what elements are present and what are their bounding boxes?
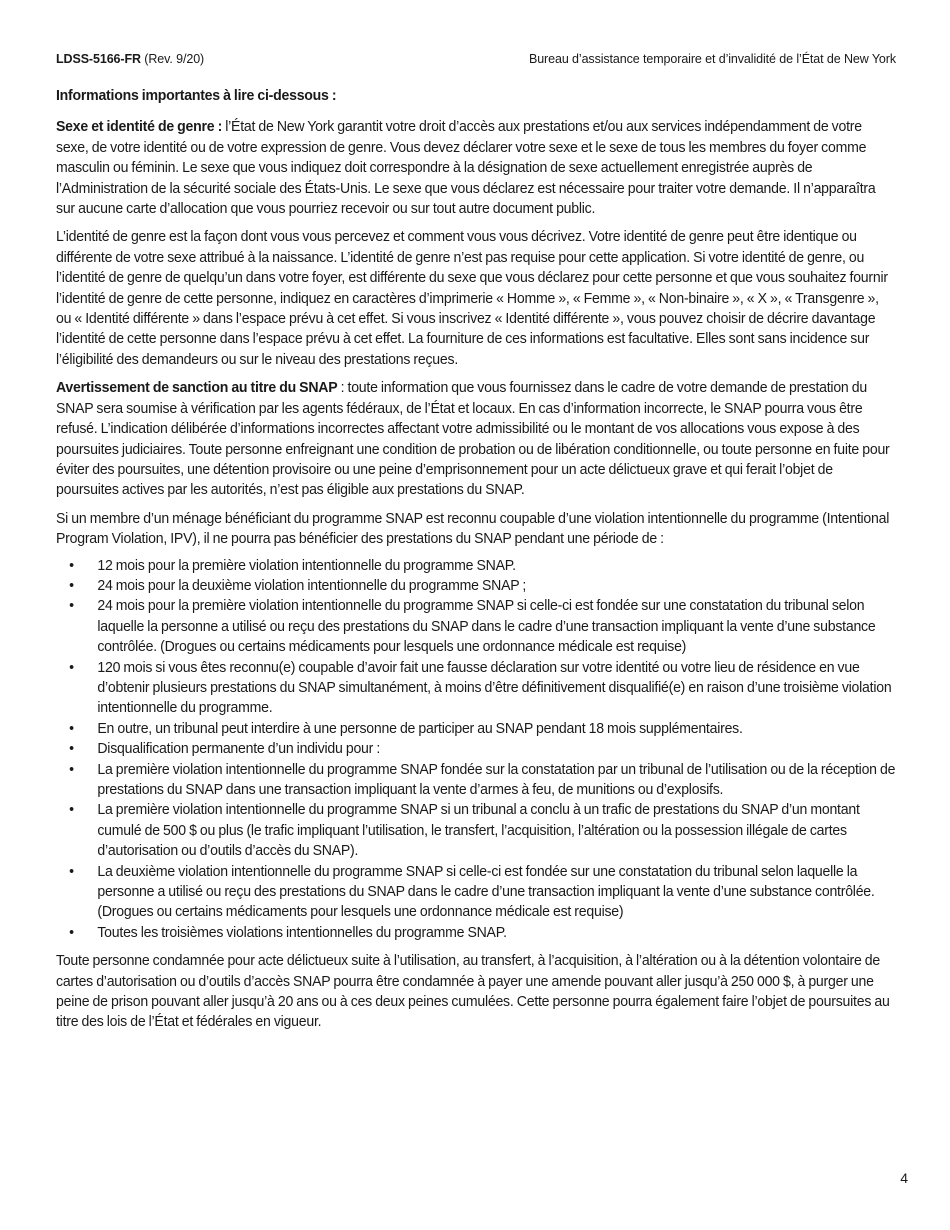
list-item bbox=[56, 576, 896, 596]
form-revision: (Rev. 9/20) bbox=[140, 52, 205, 66]
bullet-icon: • bbox=[69, 658, 74, 676]
list-item-text: Disqualification permanente d’un individu pour : bbox=[97, 740, 381, 758]
list-item-text: 12 mois pour la première violation intentionnelle du programme SNAP. bbox=[97, 556, 516, 574]
page-number: 4 bbox=[900, 1170, 908, 1186]
ipv-bullet-list bbox=[56, 556, 896, 944]
page-header bbox=[56, 52, 896, 66]
document-page bbox=[56, 52, 896, 1041]
agency-name: Bureau d’assistance temporaire et d’invalidité de l’État de New York bbox=[528, 52, 896, 66]
list-item bbox=[56, 760, 896, 801]
bullet-icon: • bbox=[69, 719, 74, 737]
sexe-label: Sexe et identité de genre : bbox=[56, 118, 223, 136]
sexe-paragraph bbox=[56, 117, 896, 219]
form-id: LDSS-5166-FR bbox=[56, 52, 141, 66]
section-heading: Informations importantes à lire ci-dessous : bbox=[56, 87, 337, 104]
bullet-icon: • bbox=[69, 760, 74, 778]
closing-paragraph: Toute personne condamnée pour acte délictueux suite à l’utilisation, au transfert, à l’acquisition, à l’altération ou à la détention volontaire de cartes d’autorisation ou d’outils d’accès SNAP pourra être condamnée à payer une amende pouvant aller jusqu’à 250 000 $, à purger une peine de prison pouvant aller jusqu’à 20 ans ou à ces deux peines cumulées. Cette personne pourra également faire l’objet de poursuites au titre des lois de l’État et fédérales en vigueur. bbox=[56, 952, 890, 1031]
list-item-text: 24 mois pour la deuxième violation intentionnelle du programme SNAP ; bbox=[97, 576, 527, 594]
list-item bbox=[56, 658, 896, 719]
sanction-text: : toute information que vous fournissez dans le cadre de votre demande de prestation du SNAP sera soumise à vérification par les agents fédéraux, de l’État et locaux. En cas d’information incorrecte, le SNAP pourra vous être refusé. L’indication délibérée d’informations incorrectes affectant votre admissibilité ou le montant de vos allocations vous expose à des poursuites judiciaires. Toute personne enfreignant une condition de probation ou de libération conditionnelle, ou toute personne en fuite pour éviter des poursuites, une détention provisoire ou une peine d’emprisonnement pour un acte délictueux grave et qui ferait l’objet de poursuites actives par les autorités, n’est pas éligible aux prestations du SNAP. bbox=[56, 379, 890, 499]
bullet-icon: • bbox=[69, 576, 74, 594]
list-item bbox=[56, 923, 896, 943]
list-item bbox=[56, 739, 896, 759]
bullet-icon: • bbox=[69, 556, 74, 574]
ipv-intro-paragraph: Si un membre d’un ménage bénéficiant du programme SNAP est reconnu coupable d’une violation intentionnelle du programme (Intentional Program Violation, IPV), il ne pourra pas bénéficier des prestations du SNAP pendant une période de : bbox=[56, 509, 890, 548]
form-identifier bbox=[56, 52, 204, 66]
bullet-icon: • bbox=[69, 923, 74, 941]
bullet-icon: • bbox=[69, 862, 74, 880]
bullet-icon: • bbox=[69, 740, 74, 758]
list-item bbox=[56, 556, 896, 576]
list-item-text: 120 mois si vous êtes reconnu(e) coupable d’avoir fait une fausse déclaration sur votre identité ou votre lieu de résidence en vue d’obtenir plusieurs prestations du SNAP simultanément, à moins d’être définitivement disqualifié(e) en raison d’une troisième violation intentionnelle du programme. bbox=[97, 658, 892, 717]
sanction-label: Avertissement de sanction au titre du SNAP bbox=[56, 379, 338, 397]
list-item bbox=[56, 862, 896, 923]
bullet-icon: • bbox=[69, 597, 74, 615]
list-item-text: En outre, un tribunal peut interdire à une personne de participer au SNAP pendant 18 mois supplémentaires. bbox=[97, 719, 743, 737]
identite-paragraph: L’identité de genre est la façon dont vous vous percevez et comment vous vous décrivez. Votre identité de genre peut être identique ou différente de votre sexe attribué à la naissance. L’identité de genre n’est pas requise pour cette application. Si votre identité de genre, ou l’identité de genre de quelqu’un dans votre foyer, est différente du sexe que vous déclarez pour cette personne et que vous souhaitez fournir l’identité de genre de cette personne, indiquez en caractères d’imprimerie « Homme », « Femme », « Non-binaire », « X », « Transgenre », ou « Identité différente » dans l’espace prévu à cet effet. Si vous inscrivez « Identité différente », vous pouvez choisir de décrire davantage l’identité de cette personne dans l’espace prévu à cet effet. La fourniture de ces informations est facultative. Elles sont sans incidence sur l’éligibilité des demandeurs ou sur le niveau des prestations reçues. bbox=[56, 228, 888, 368]
list-item-text: La première violation intentionnelle du programme SNAP fondée sur la constatation par un tribunal de l’utilisation ou de la réception de prestations du SNAP dans une transaction impliquant la vente d’armes à feu, de munitions ou d’explosifs. bbox=[97, 760, 896, 798]
list-item-text: Toutes les troisièmes violations intentionnelles du programme SNAP. bbox=[97, 923, 507, 941]
list-item-text: La première violation intentionnelle du programme SNAP si un tribunal a conclu à un trafic de prestations du SNAP d’un montant cumulé de 500 $ ou plus (le trafic impliquant l’utilisation, le transfert, l’acquisition, l’altération ou la possession illégale de cartes d’autorisation ou d’outils d’accès du SNAP). bbox=[97, 801, 860, 860]
list-item-text: La deuxième violation intentionnelle du programme SNAP si celle-ci est fondée sur une constatation du tribunal selon laquelle la personne a utilisé ou reçu des prestations du SNAP dans le cadre d’une transaction impliquant la vente d’une substance contrôlée. (Drogues ou certains médicaments pour lesquels une ordonnance médicale est requise) bbox=[97, 862, 875, 921]
list-item-text: 24 mois pour la première violation intentionnelle du programme SNAP si celle-ci est fondée sur une constatation du tribunal selon laquelle la personne a utilisé ou reçu des prestations du SNAP dans le cadre d’une transaction impliquant la vente d’une substance contrôlée. (Drogues ou certains médicaments pour lesquels une ordonnance médicale est requise) bbox=[97, 597, 876, 656]
list-item bbox=[56, 596, 896, 657]
sexe-text: l’État de New York garantit votre droit d’accès aux prestations et/ou aux services indépendamment de votre sexe, de votre identité ou de votre expression de genre. Vous devez déclarer votre sexe et le sexe de tous les membres du foyer comme masculin ou féminin. Le sexe que vous indiquez doit correspondre à la désignation de sexe actuellement enregistrée auprès de l’Administration de la sécurité sociale des États-Unis. Le sexe que vous déclarez est nécessaire pour traiter votre demande. Il n’apparaîtra sur aucune carte d’allocation que vous pourriez recevoir ou sur tout autre document public. bbox=[56, 118, 876, 218]
list-item bbox=[56, 719, 896, 739]
sanction-paragraph bbox=[56, 378, 896, 500]
list-item bbox=[56, 800, 896, 861]
bullet-icon: • bbox=[69, 801, 74, 819]
document-body bbox=[56, 86, 896, 1033]
